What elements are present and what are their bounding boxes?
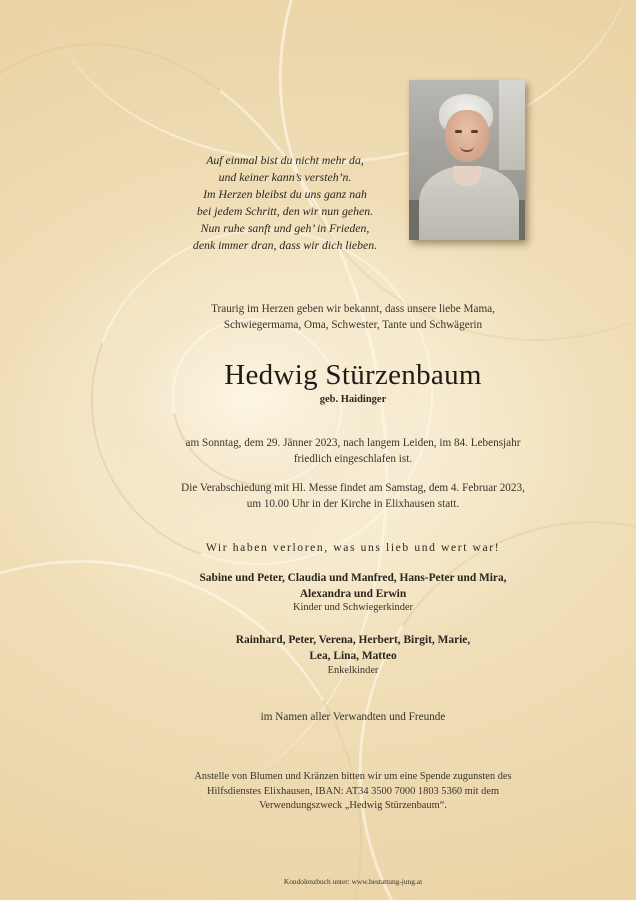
rose-petal-decoration (301, 466, 636, 900)
closing-line: im Namen aller Verwandten und Freunde (260, 711, 446, 723)
poem-line: bei jedem Schritt, den wir nun gehen. (196, 204, 374, 218)
death-notice: am Sonntag, dem 29. Jänner 2023, nach langem Leiden, im 84. Lebensjahr friedlich eingeschlafen ist. (185, 437, 521, 465)
memorial-poem (160, 152, 410, 254)
portrait-photo (409, 80, 525, 240)
deceased-name: Hedwig Stürzenbaum (224, 359, 482, 391)
condolence-book-link[interactable]: Kondolenzbuch unter: www.bestattung-jung.at (283, 877, 423, 886)
poem-line: Auf einmal bist du nicht mehr da, (206, 153, 364, 167)
children-names: Sabine und Peter, Claudia und Manfred, Hans-Peter und Mira, Alexandra und Erwin (199, 572, 507, 600)
birth-name: geb. Haidinger (319, 394, 387, 405)
poem-line: Nun ruhe sanft und geh’ in Frieden, (200, 221, 370, 235)
poem-line: denk immer dran, dass wir dich lieben. (192, 238, 378, 252)
children-caption: Kinder und Schwiegerkinder (292, 602, 414, 613)
poem-line: Im Herzen bleibst du uns ganz nah (203, 187, 367, 201)
funeral-details: Die Verabschiedung mit Hl. Messe findet am Samstag, dem 4. Februar 2023, um 10.00 Uhr in der Kirche in Elixhausen statt. (181, 482, 525, 510)
donation-request: Anstelle von Blumen und Kränzen bitten wir um eine Spende zugunsten des Hilfsdienstes Elixhausen, IBAN: AT34 3500 7000 1803 5360 mit dem Verwendungszweck „Hedwig Stürzenbaum“. (194, 771, 512, 811)
grandchildren-caption: Enkelkinder (327, 665, 379, 676)
announcement-text: Traurig im Herzen geben wir bekannt, dass unsere liebe Mama, Schwiegermama, Oma, Schwester, Tante und Schwägerin (211, 303, 495, 331)
grandchildren-names: Rainhard, Peter, Verena, Herbert, Birgit, Marie, Lea, Lina, Matteo (235, 634, 471, 662)
memorial-motto: Wir haben verloren, was uns lieb und wert war! (205, 541, 501, 554)
poem-line: und keiner kann’s versteh’n. (218, 170, 352, 184)
